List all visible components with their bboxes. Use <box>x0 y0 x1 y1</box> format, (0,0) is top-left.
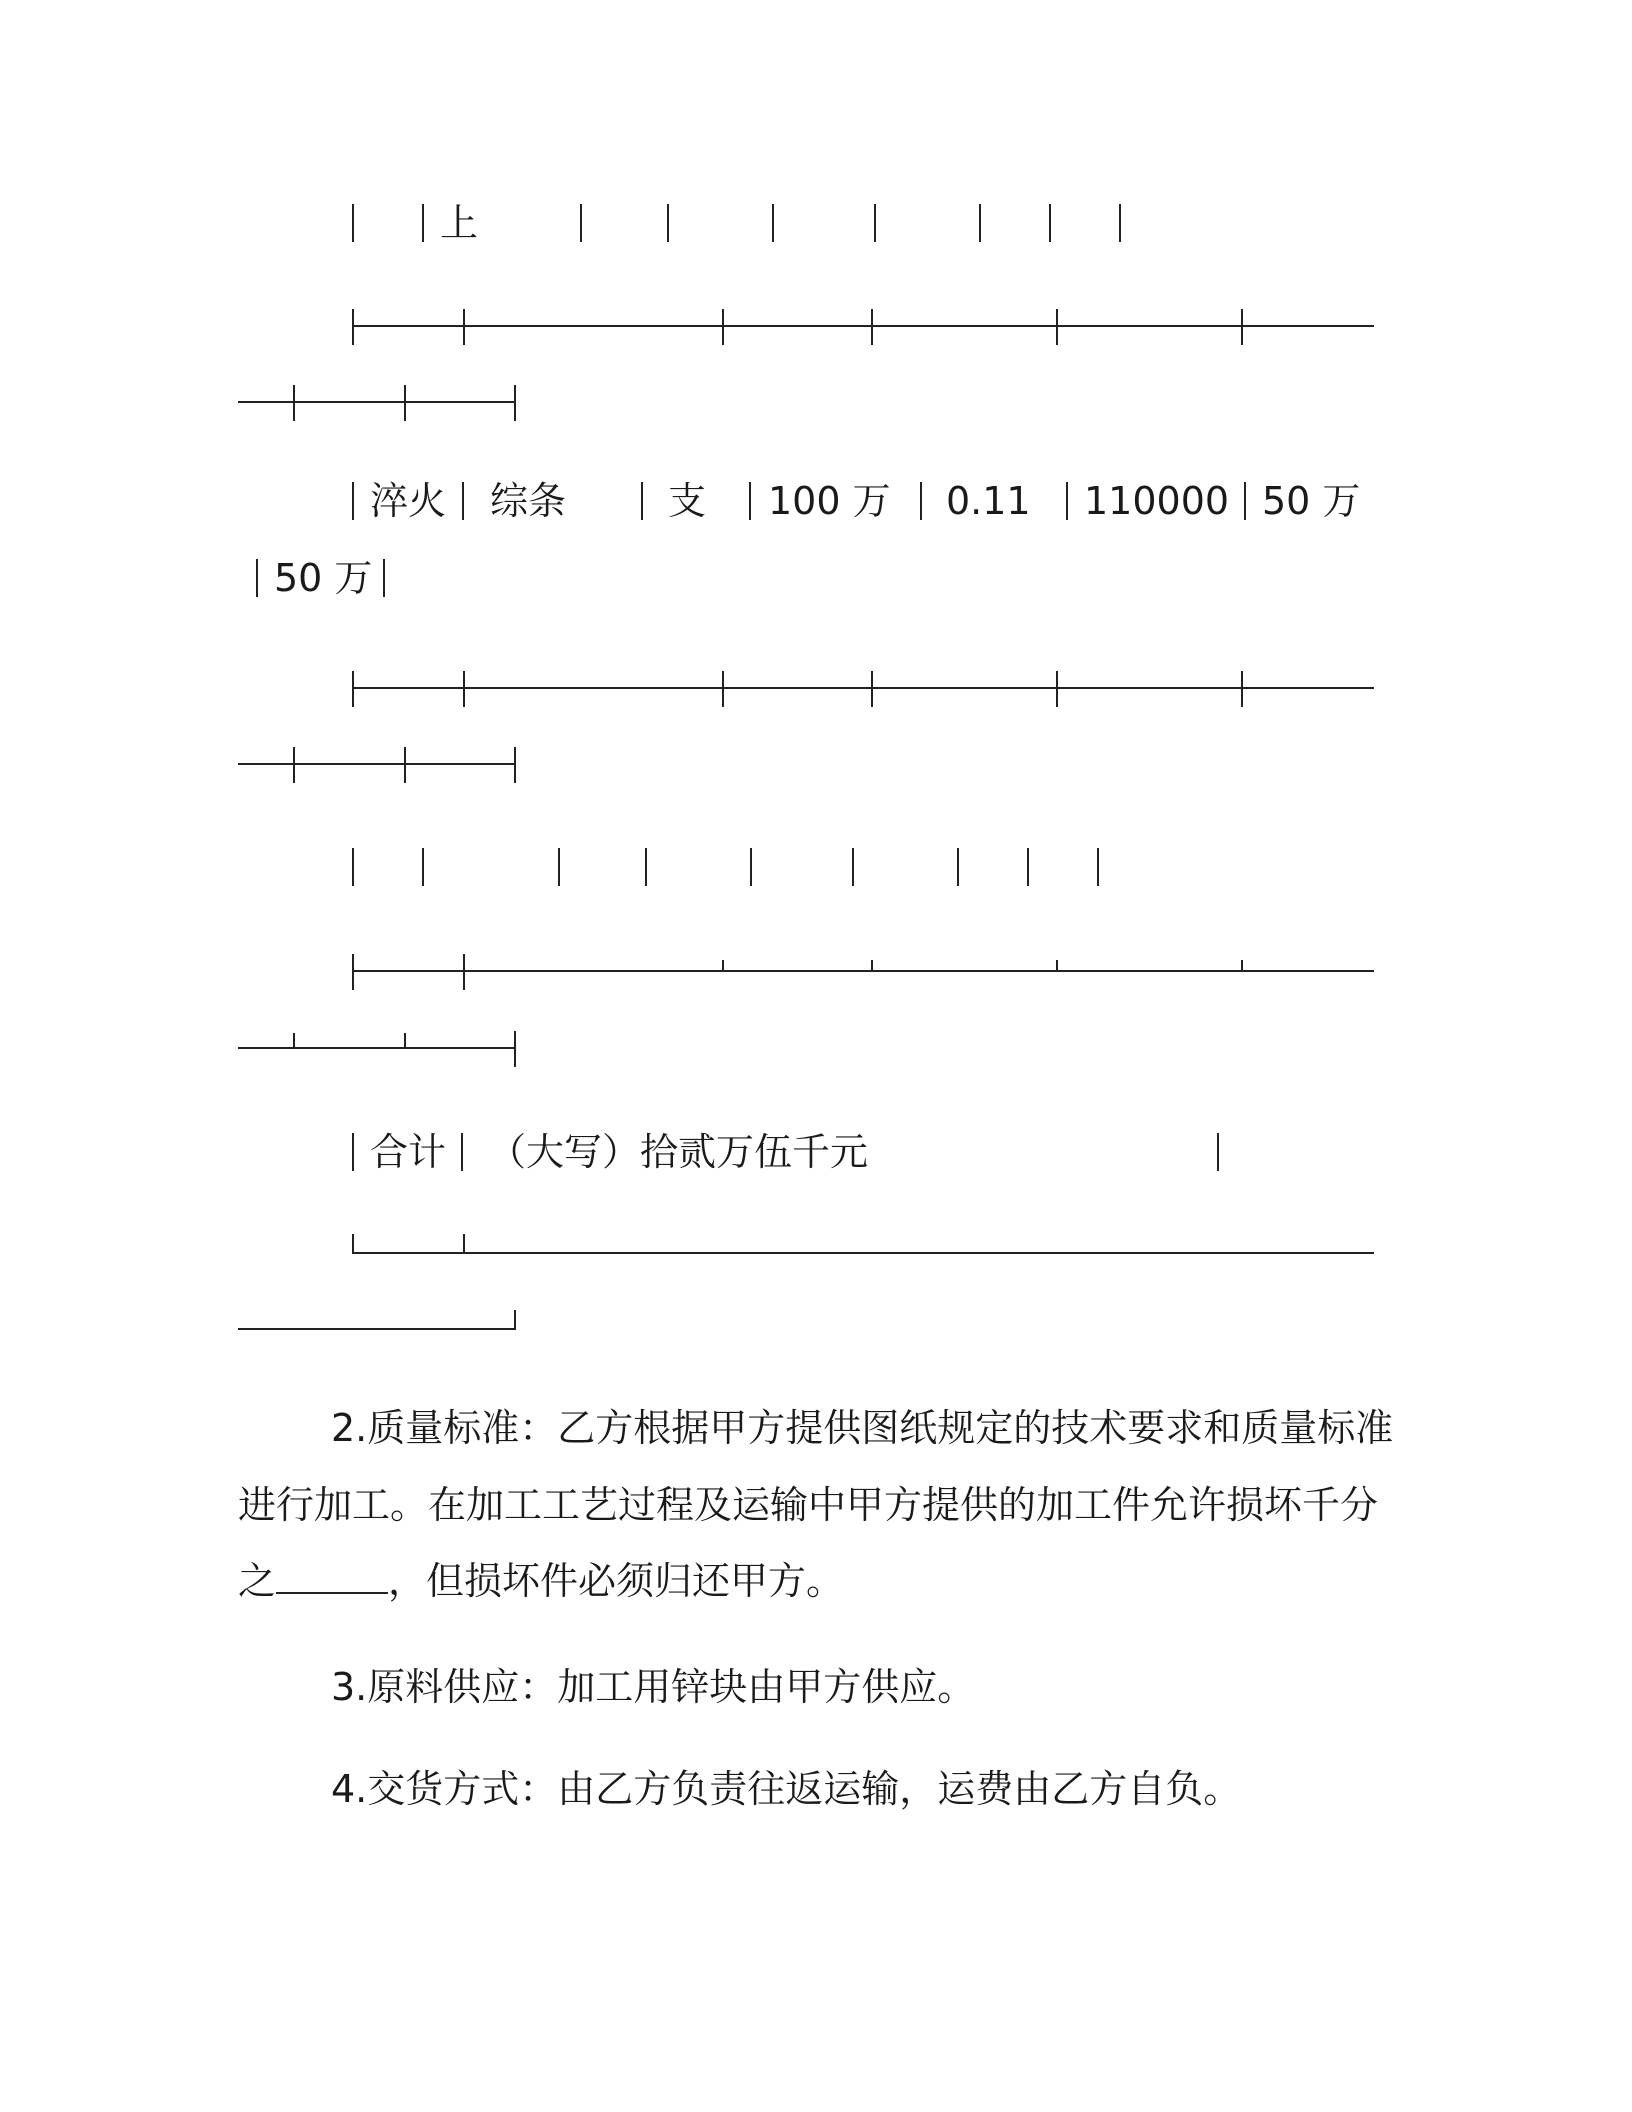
quality-line-2: 进行加工。在加工工艺过程及运输中甲方提供的加工件允许损坏千分 <box>238 1483 1379 1527</box>
process-cell: 淬火 <box>370 479 447 523</box>
total-label: 合计 <box>370 1130 447 1174</box>
cell-divider <box>422 204 424 242</box>
quality-line-3-prefix: 之 <box>238 1559 277 1603</box>
cell-divider <box>641 482 643 520</box>
amount-cell: 110000 <box>1084 479 1230 523</box>
table-cell-text: 上 <box>440 201 479 245</box>
cell-divider <box>580 204 582 242</box>
cell-divider <box>874 204 876 242</box>
price-cell: 0.11 <box>946 479 1031 523</box>
cell-divider <box>383 559 385 597</box>
cell-divider <box>462 482 464 520</box>
quantity-cell: 100 万 <box>768 479 891 523</box>
quality-line-1: 2.质量标准：乙方根据甲方提供图纸规定的技术要求和质量标准 <box>331 1406 1394 1450</box>
quality-line-3-suffix: ，但损坏件必须归还甲方。 <box>388 1559 845 1603</box>
cell-divider <box>1244 482 1246 520</box>
materials-clause: 3.原料供应：加工用锌块由甲方供应。 <box>331 1665 976 1709</box>
cell-divider <box>772 204 774 242</box>
total-amount-words: （大写）拾贰万伍千元 <box>488 1130 869 1174</box>
cell-divider <box>667 204 669 242</box>
column-8-cell: 50 万 <box>274 556 373 600</box>
delivery-clause: 4.交货方式：由乙方负责往返运输，运费由乙方自负。 <box>331 1767 1242 1811</box>
cell-divider <box>920 482 922 520</box>
unit-cell: 支 <box>668 479 707 523</box>
cell-divider <box>352 204 354 242</box>
cell-divider <box>1066 482 1068 520</box>
cell-divider <box>749 482 751 520</box>
cell-divider <box>256 559 258 597</box>
fill-in-blank <box>276 1562 388 1594</box>
column-7-cell: 50 万 <box>1262 479 1361 523</box>
cell-divider <box>1119 204 1121 242</box>
cell-divider <box>1049 204 1051 242</box>
item-name-cell: 综条 <box>490 479 567 523</box>
cell-divider <box>352 482 354 520</box>
quality-line-3 <box>238 1559 845 1603</box>
cell-divider <box>979 204 981 242</box>
